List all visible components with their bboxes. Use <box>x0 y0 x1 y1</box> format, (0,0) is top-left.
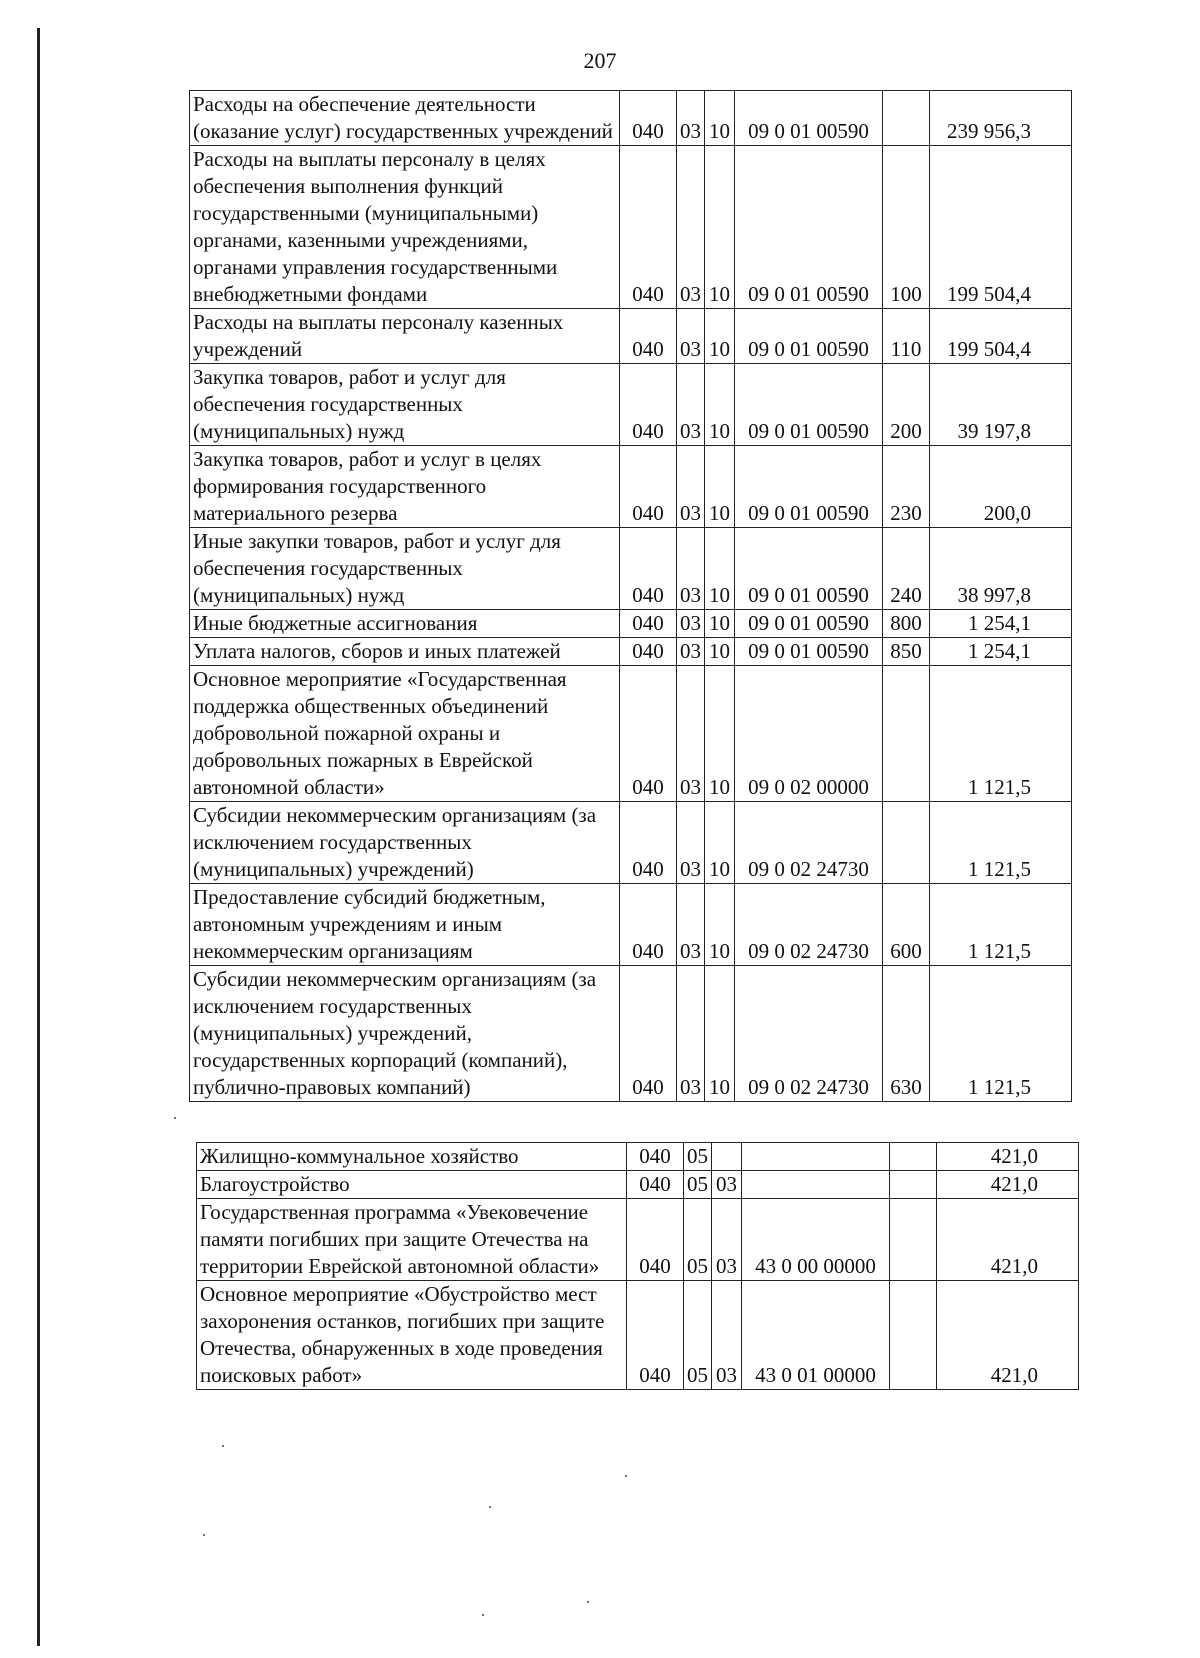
subsection-code: 10 <box>705 638 735 666</box>
amount: 1 121,5 <box>930 666 1072 802</box>
section-code: 05 <box>684 1171 712 1199</box>
row-name: Предоставление субсидий бюджетным, автономным учреждениям и иным некоммерческим организациям <box>190 884 620 966</box>
ministry-code: 040 <box>627 1281 684 1390</box>
section-code: 03 <box>677 966 705 1102</box>
budget-table-bottom <box>196 1198 1079 1390</box>
ministry-code: 040 <box>620 364 677 446</box>
section-code: 03 <box>677 884 705 966</box>
page-number: 207 <box>583 48 617 73</box>
ministry-code: 040 <box>627 1143 684 1171</box>
subsection-code <box>712 1143 742 1171</box>
budget-table-body <box>197 1171 1079 1199</box>
row-name: Закупка товаров, работ и услуг для обеспечения государственных (муниципальных) нужд <box>190 364 620 446</box>
amount: 239 956,3 <box>930 91 1072 146</box>
amount: 38 997,8 <box>930 528 1072 610</box>
subsection-code: 03 <box>712 1171 742 1199</box>
row-name: Расходы на выплаты персоналу в целях обеспечения выполнения функций государственными (муниципальными) органами, казенными учреждениями, органами управления государственными внебюджетными фондами <box>190 146 620 309</box>
section-code: 05 <box>684 1143 712 1171</box>
table-row <box>190 146 1072 309</box>
amount: 1 254,1 <box>930 610 1072 638</box>
table-row <box>190 446 1072 528</box>
row-name: Основное мероприятие «Государственная поддержка общественных объединений добровольной пожарной охраны и добровольных пожарных в Еврейской автономной области» <box>190 666 620 802</box>
ministry-code: 040 <box>627 1199 684 1281</box>
section-code: 03 <box>677 446 705 528</box>
row-name: Иные закупки товаров, работ и услуг для обеспечения государственных (муниципальных) нужд <box>190 528 620 610</box>
scan-speck <box>203 1534 205 1536</box>
amount: 1 254,1 <box>930 638 1072 666</box>
target-article <box>742 1171 890 1199</box>
table-row <box>190 884 1072 966</box>
target-article: 43 0 00 00000 <box>742 1199 890 1281</box>
subsection-code: 03 <box>712 1281 742 1390</box>
ministry-code: 040 <box>620 91 677 146</box>
budget-table-top <box>189 90 1072 1102</box>
target-article: 09 0 02 24730 <box>735 884 883 966</box>
ministry-code: 040 <box>620 309 677 364</box>
subsection-code: 10 <box>705 802 735 884</box>
table-row <box>190 802 1072 884</box>
expense-type: 240 <box>883 528 930 610</box>
target-article <box>742 1143 890 1171</box>
table-row <box>190 309 1072 364</box>
row-name: Расходы на обеспечение деятельности (оказание услуг) государственных учреждений <box>190 91 620 146</box>
expense-type: 630 <box>883 966 930 1102</box>
expense-type: 200 <box>883 364 930 446</box>
amount: 421,0 <box>937 1143 1079 1171</box>
amount: 1 121,5 <box>930 884 1072 966</box>
target-article: 09 0 01 00590 <box>735 309 883 364</box>
amount: 1 121,5 <box>930 802 1072 884</box>
budget-table-body <box>190 91 1072 1102</box>
section-code: 03 <box>677 802 705 884</box>
ministry-code: 040 <box>620 638 677 666</box>
table-row <box>190 91 1072 146</box>
table-row <box>197 1171 1079 1199</box>
section-code: 05 <box>684 1199 712 1281</box>
subsection-code: 10 <box>705 446 735 528</box>
section-code: 03 <box>677 528 705 610</box>
row-name: Благоустройство <box>197 1171 627 1199</box>
row-name: Иные бюджетные ассигнования <box>190 610 620 638</box>
row-name: Закупка товаров, работ и услуг в целях формирования государственного материального резерва <box>190 446 620 528</box>
target-article: 09 0 02 00000 <box>735 666 883 802</box>
ministry-code: 040 <box>620 610 677 638</box>
table-row <box>190 364 1072 446</box>
subsection-code: 10 <box>705 966 735 1102</box>
ministry-code: 040 <box>620 528 677 610</box>
section-code: 03 <box>677 146 705 309</box>
row-name: Субсидии некоммерческим организациям (за исключением государственных (муниципальных) учреждений) <box>190 802 620 884</box>
binding-edge-line <box>37 28 40 1646</box>
target-article: 09 0 01 00590 <box>735 146 883 309</box>
subsection-code: 03 <box>712 1199 742 1281</box>
ministry-code: 040 <box>620 446 677 528</box>
row-name: Субсидии некоммерческим организациям (за исключением государственных (муниципальных) учреждений, государственных корпораций (компаний), публично-правовых компаний) <box>190 966 620 1102</box>
subsection-code: 10 <box>705 364 735 446</box>
ministry-code: 040 <box>620 966 677 1102</box>
amount: 199 504,4 <box>930 146 1072 309</box>
target-article: 09 0 01 00590 <box>735 91 883 146</box>
ministry-code: 040 <box>620 666 677 802</box>
amount: 421,0 <box>937 1171 1079 1199</box>
expense-type <box>883 802 930 884</box>
budget-table-section-05 <box>196 1142 1079 1171</box>
budget-table-body <box>197 1143 1079 1171</box>
expense-type: 800 <box>883 610 930 638</box>
table-row <box>197 1281 1079 1390</box>
amount: 200,0 <box>930 446 1072 528</box>
subsection-code: 10 <box>705 309 735 364</box>
table-row <box>190 528 1072 610</box>
row-name: Жилищно-коммунальное хозяйство <box>197 1143 627 1171</box>
expense-type: 600 <box>883 884 930 966</box>
table-row <box>190 966 1072 1102</box>
table-row <box>190 666 1072 802</box>
target-article: 43 0 01 00000 <box>742 1281 890 1390</box>
ministry-code: 040 <box>627 1171 684 1199</box>
subsection-code: 10 <box>705 666 735 802</box>
target-article: 09 0 01 00590 <box>735 638 883 666</box>
expense-type: 850 <box>883 638 930 666</box>
amount: 421,0 <box>937 1281 1079 1390</box>
section-code: 03 <box>677 610 705 638</box>
expense-type <box>890 1143 937 1171</box>
row-name: Уплата налогов, сборов и иных платежей <box>190 638 620 666</box>
target-article: 09 0 02 24730 <box>735 802 883 884</box>
ministry-code: 040 <box>620 802 677 884</box>
target-article: 09 0 02 24730 <box>735 966 883 1102</box>
section-code: 05 <box>684 1281 712 1390</box>
row-name: Расходы на выплаты персоналу казенных учреждений <box>190 309 620 364</box>
expense-type <box>883 91 930 146</box>
amount: 1 121,5 <box>930 966 1072 1102</box>
budget-table-body <box>197 1199 1079 1390</box>
section-code: 03 <box>677 309 705 364</box>
expense-type <box>890 1171 937 1199</box>
scan-speck <box>587 1601 589 1603</box>
subsection-code: 10 <box>705 610 735 638</box>
subsection-code: 10 <box>705 146 735 309</box>
expense-type <box>890 1281 937 1390</box>
ministry-code: 040 <box>620 884 677 966</box>
scan-speck <box>174 1117 176 1119</box>
scan-speck <box>482 1614 484 1616</box>
section-code: 03 <box>677 364 705 446</box>
row-name: Основное мероприятие «Обустройство мест захоронения останков, погибших при защите Отечества, обнаруженных в ходе проведения поисковых работ» <box>197 1281 627 1390</box>
expense-type: 230 <box>883 446 930 528</box>
target-article: 09 0 01 00590 <box>735 446 883 528</box>
expense-type <box>883 666 930 802</box>
section-code: 03 <box>677 666 705 802</box>
subsection-code: 10 <box>705 884 735 966</box>
target-article: 09 0 01 00590 <box>735 610 883 638</box>
expense-type: 110 <box>883 309 930 364</box>
table-row <box>190 610 1072 638</box>
amount: 39 197,8 <box>930 364 1072 446</box>
expense-type: 100 <box>883 146 930 309</box>
subsection-code: 10 <box>705 528 735 610</box>
table-row <box>197 1199 1079 1281</box>
table-row <box>197 1143 1079 1171</box>
amount: 421,0 <box>937 1199 1079 1281</box>
ministry-code: 040 <box>620 146 677 309</box>
target-article: 09 0 01 00590 <box>735 528 883 610</box>
expense-type <box>890 1199 937 1281</box>
scan-speck <box>222 1445 224 1447</box>
section-code: 03 <box>677 91 705 146</box>
row-name: Государственная программа «Увековечение памяти погибших при защите Отечества на территории Еврейской автономной области» <box>197 1199 627 1281</box>
amount: 199 504,4 <box>930 309 1072 364</box>
budget-table-improvement <box>196 1170 1079 1199</box>
subsection-code: 10 <box>705 91 735 146</box>
section-code: 03 <box>677 638 705 666</box>
scan-speck <box>489 1506 491 1508</box>
table-row <box>190 638 1072 666</box>
scan-speck <box>625 1475 627 1477</box>
target-article: 09 0 01 00590 <box>735 364 883 446</box>
